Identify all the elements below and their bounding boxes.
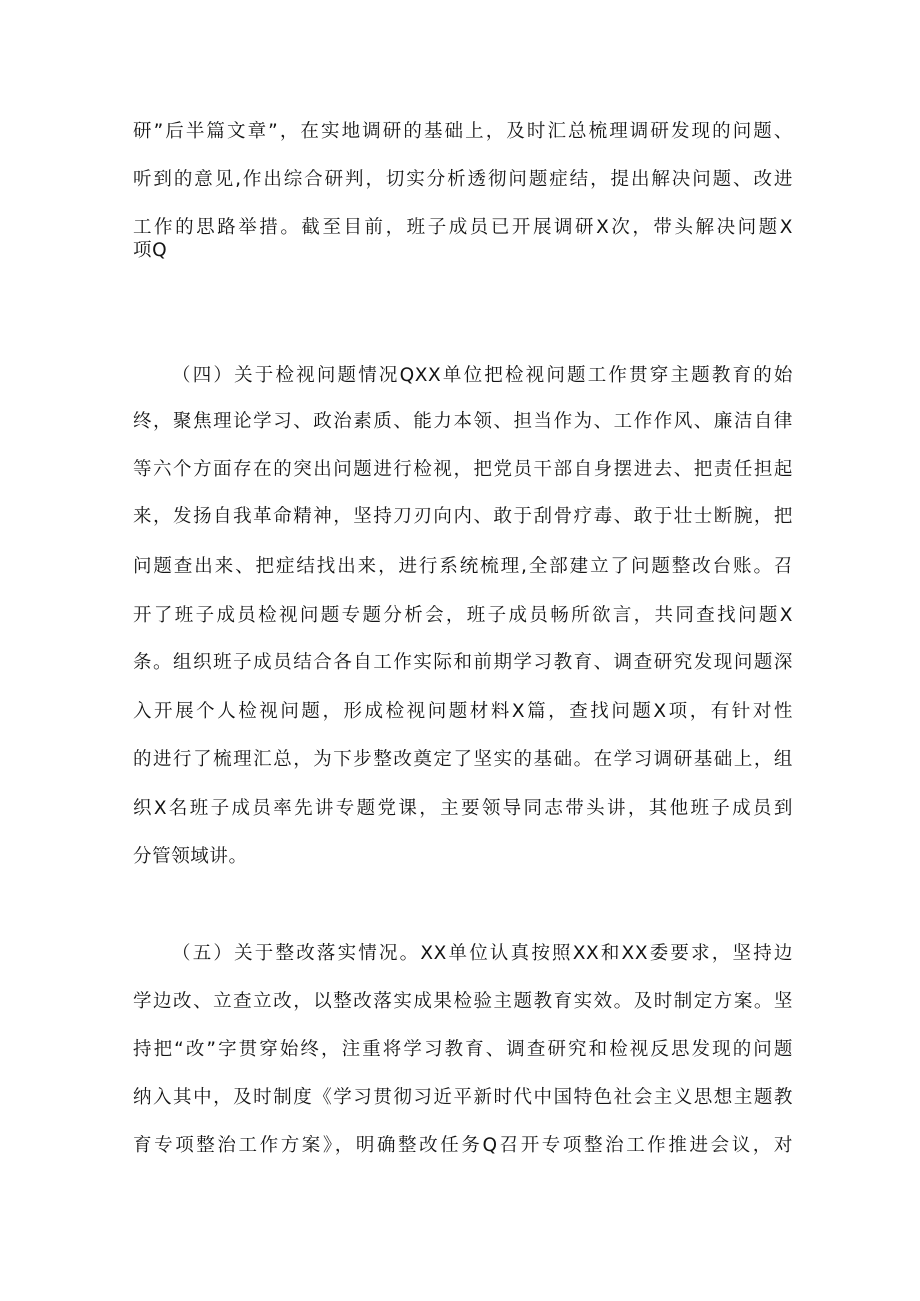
paragraph-2-line-3: 等六个方面存在的突出问题进行检视，把党员干部自身摆进去、把责任担起 bbox=[133, 459, 793, 480]
paragraph-3-line-4: 纳入其中，及时制度《学习贯彻习近平新时代中国特色社会主义思想主题教 bbox=[133, 1087, 793, 1108]
paragraph-1-line-2: 听到的意见,作出综合研判，切实分析透彻问题症结，提出解决问题、改进 bbox=[133, 169, 793, 190]
paragraph-2-line-7: 条。组织班子成员结合各自工作实际和前期学习教育、调查研究发现问题深 bbox=[133, 652, 793, 673]
paragraph-1-line-1: 研”后半篇文章”，在实地调研的基础上，及时汇总梳理调研发现的问题、 bbox=[133, 121, 793, 142]
paragraph-3-line-3: 持把“改”字贯穿始终，注重将学习教育、调查研究和检视反思发现的问题 bbox=[133, 1039, 793, 1060]
paragraph-2-line-8: 入开展个人检视问题，形成检视问题材料X篇，查找问题X项，有针对性 bbox=[133, 701, 793, 722]
paragraph-2-line-6: 开了班子成员检视问题专题分析会，班子成员畅所欲言，共同查找问题X bbox=[133, 605, 793, 626]
paragraph-2-line-4: 来，发扬自我革命精神，坚持刀刃向内、敢于刮骨疗毒、敢于壮士断腕，把 bbox=[133, 506, 793, 527]
paragraph-2-line-10: 织X名班子成员率先讲专题党课，主要领导同志带头讲，其他班子成员到 bbox=[133, 798, 793, 819]
paragraph-2-line-11: 分管领域讲。 bbox=[133, 846, 248, 867]
paragraph-2-line-5: 问题查出来、把症结找出来，进行系统梳理,全部建立了问题整改台账。召 bbox=[133, 556, 793, 577]
paragraph-1-line-4: 项Q bbox=[133, 240, 168, 261]
paragraph-3-line-5: 育专项整治工作方案》，明确整改任务Q召开专项整治工作推进会议，对 bbox=[133, 1135, 793, 1156]
paragraph-2-line-1: （四）关于检视问题情况QXX单位把检视问题工作贯穿主题教育的始 bbox=[172, 365, 793, 386]
paragraph-3-line-2: 学边改、立查立改，以整改落实成果检验主题教育实效。及时制定方案。坚 bbox=[133, 991, 793, 1012]
paragraph-2-line-9: 的进行了梳理汇总，为下步整改奠定了坚实的基础。在学习调研基础上，组 bbox=[133, 749, 793, 770]
paragraph-3-line-1: （五）关于整改落实情况。XX单位认真按照XX和XX委要求，坚持边 bbox=[172, 943, 793, 964]
paragraph-2-line-2: 终，聚焦理论学习、政治素质、能力本领、担当作为、工作作风、廉洁自律 bbox=[133, 411, 793, 432]
paragraph-1-line-3: 工作的思路举措。截至目前，班子成员已开展调研X次，带头解决问题X bbox=[133, 217, 793, 238]
